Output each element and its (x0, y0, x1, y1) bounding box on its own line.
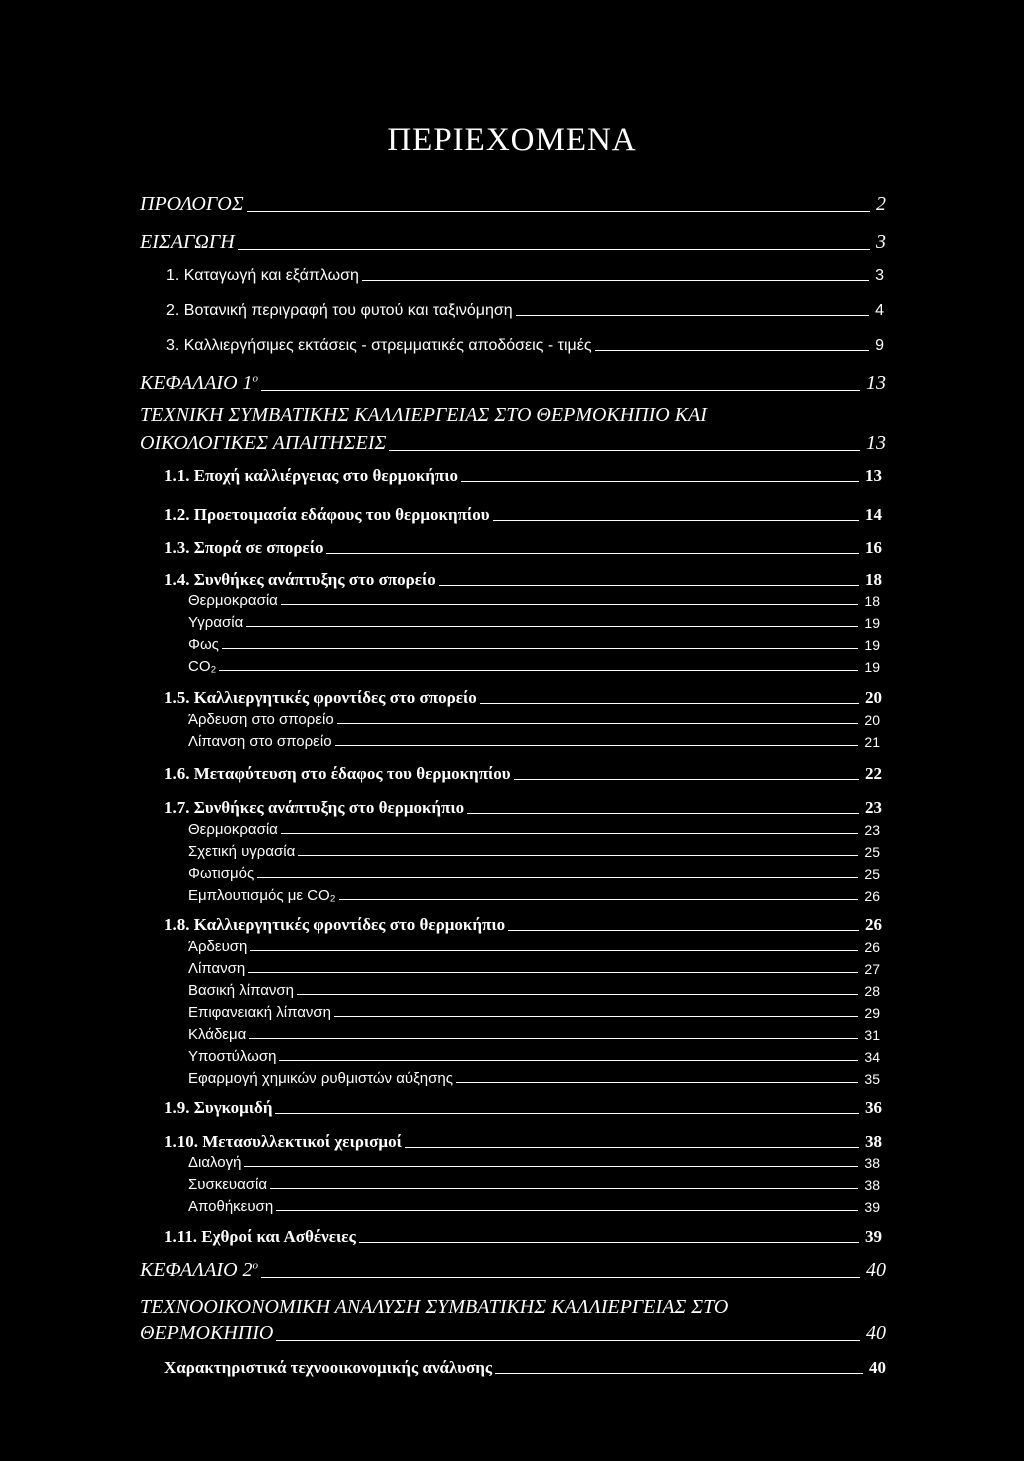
leader-line (595, 350, 870, 351)
leader-line (405, 1147, 859, 1148)
toc-label: Υγρασία (188, 614, 244, 631)
toc-entry-sub-relative-humidity (188, 843, 880, 860)
toc-label: Άρδευση στο σπορείο (188, 711, 334, 728)
toc-page: 40 (869, 1358, 886, 1377)
toc-page: 22 (865, 764, 882, 783)
leader-line (439, 585, 859, 586)
toc-label: Συσκευασία (188, 1176, 268, 1193)
leader-line (257, 877, 858, 878)
toc-entry-prologue (140, 193, 886, 216)
toc-entry-sub-lighting (188, 865, 880, 882)
toc-page: 3 (876, 231, 886, 253)
leader-line (516, 315, 869, 316)
leader-line (337, 723, 859, 724)
toc-entry-chapter-1 (140, 372, 886, 395)
toc-entry-chapter-1-heading (140, 432, 886, 455)
toc-entry-section-1-5 (164, 688, 882, 708)
toc-label: Επιφανειακή λίπανση (188, 1004, 332, 1021)
leader-line (246, 626, 858, 627)
toc-page: 25 (864, 844, 880, 860)
toc-page: 38 (864, 1177, 880, 1193)
toc-page: 21 (864, 734, 880, 750)
leader-line (335, 745, 859, 746)
toc-entry-section-1-8 (164, 915, 882, 935)
toc-entry-techno-economic (164, 1358, 886, 1378)
toc-label: 1.7. Συνθήκες ανάπτυξης στο θερμοκήπιο (164, 798, 465, 817)
toc-label: Κλάδεμα (188, 1026, 247, 1043)
leader-line (261, 1277, 860, 1278)
toc-label: Λίπανση στο σπορείο (188, 733, 332, 750)
toc-page: 13 (865, 466, 882, 485)
toc-label (140, 1259, 258, 1282)
toc-label: 1.3. Σπορά σε σπορείο (164, 538, 324, 557)
leader-line (389, 450, 860, 451)
toc-entry-sub-sorting (188, 1154, 880, 1171)
toc-label: ΠΡΟΛΟΓΟΣ (140, 193, 244, 215)
toc-label: Διαλογή (188, 1154, 242, 1171)
toc-entry-sub-greenhouse-temperature (188, 821, 880, 838)
toc-page: 39 (865, 1227, 882, 1246)
toc-page: 16 (865, 538, 882, 557)
toc-page: 23 (865, 798, 882, 817)
toc-label: Εφαρμογή χημικών ρυθμιστών αύξησης (188, 1070, 453, 1087)
toc-page: 27 (864, 961, 880, 977)
toc-label: 1.11. Εχθροί και Ασθένειες (164, 1227, 356, 1246)
leader-line (508, 930, 859, 931)
toc-label: Σχετική υγρασία (188, 843, 296, 860)
toc-page: 26 (865, 915, 882, 934)
ordinal-suffix: ο (252, 372, 259, 385)
toc-page: 31 (864, 1027, 880, 1043)
leader-line (244, 1166, 858, 1167)
toc-page: 20 (865, 688, 882, 707)
toc-entry-intro-2 (166, 302, 884, 320)
toc-label: 1.9. Συγκομιδή (164, 1098, 273, 1117)
toc-label: Λίπανση (188, 960, 246, 977)
toc-page: 26 (864, 888, 880, 904)
toc-label: Χαρακτηριστικά τεχνοοικονομικής ανάλυσης (164, 1358, 493, 1377)
toc-page: 9 (875, 337, 884, 354)
toc-label: Φωτισμός (188, 865, 255, 882)
toc-entry-sub-co2-enrichment (188, 887, 880, 904)
toc-page: 39 (864, 1199, 880, 1215)
toc-entry-intro-1 (166, 267, 884, 285)
toc-page: 23 (864, 822, 880, 838)
toc-label: Άρδευση (188, 938, 248, 955)
leader-line (359, 1242, 859, 1243)
toc-page: 2 (876, 193, 886, 215)
toc-label: Φως (188, 636, 219, 653)
toc-entry-sub-staking (188, 1048, 880, 1065)
toc-label: CO₂ (188, 658, 217, 675)
toc-entry-sub-temperature (188, 592, 880, 609)
toc-entry-section-1-3 (164, 538, 882, 558)
leader-line (326, 553, 859, 554)
leader-line (334, 1016, 858, 1017)
page-title: ΠΕΡΙΕΧΟΜΕΝΑ (387, 122, 637, 158)
toc-label: 1.4. Συνθήκες ανάπτυξης στο σπορείο (164, 570, 436, 589)
toc-label: 1. Καταγωγή και εξάπλωση (166, 267, 359, 284)
toc-label: 1.8. Καλλιεργητικές φροντίδες στο θερμοκήπιο (164, 915, 506, 934)
toc-label: Αποθήκευση (188, 1198, 274, 1215)
toc-page: 13 (866, 432, 886, 454)
leader-line (276, 1340, 860, 1341)
toc-label: Εμπλουτισμός με CO₂ (188, 887, 336, 904)
chapter-label: ΚΕΦΑΛΑΙΟ 2 (140, 1259, 253, 1281)
toc-page: 18 (864, 593, 880, 609)
chapter-2-heading-line-1: ΤΕΧΝΟΟΙΚΟΝΟΜΙΚΗ ΑΝΑΛΥΣΗ ΣΥΜΒΑΤΙΚΗΣ ΚΑΛΛΙΕΡΓΕΙΑΣ ΣΤΟ (140, 1296, 729, 1318)
toc-page: 36 (865, 1098, 882, 1117)
toc-entry-chapter-2 (140, 1259, 886, 1282)
toc-entry-sub-basic-fertilization (188, 982, 880, 999)
toc-entry-sub-storage (188, 1198, 880, 1215)
leader-line (222, 648, 859, 649)
toc-page: 28 (864, 983, 880, 999)
toc-page: 20 (864, 712, 880, 728)
toc-entry-sub-irrigation (188, 938, 880, 955)
toc-entry-section-1-11 (164, 1227, 882, 1247)
toc-entry-sub-pruning (188, 1026, 880, 1043)
toc-page: 38 (865, 1132, 882, 1151)
toc-entry-chapter-2-heading (140, 1322, 886, 1345)
toc-entry-sub-nursery-fertilization (188, 733, 880, 750)
leader-line (298, 855, 858, 856)
toc-entry-section-1-2 (164, 505, 882, 525)
leader-line (456, 1082, 858, 1083)
toc-entry-sub-fertilization (188, 960, 880, 977)
toc-entry-sub-light (188, 636, 880, 653)
toc-label: 1.6. Μεταφύτευση στο έδαφος του θερμοκηπίου (164, 764, 511, 783)
toc-entry-sub-nursery-irrigation (188, 711, 880, 728)
leader-line (219, 670, 858, 671)
leader-line (261, 390, 860, 391)
leader-line (279, 1060, 858, 1061)
toc-page: 19 (864, 659, 880, 675)
leader-line (297, 994, 858, 995)
ordinal-suffix: ο (252, 1259, 259, 1272)
toc-entry-section-1-1 (164, 466, 882, 486)
leader-line (247, 211, 870, 212)
leader-line (281, 604, 859, 605)
chapter-1-heading-line-1: ΤΕΧΝΙΚΗ ΣΥΜΒΑΤΙΚΗΣ ΚΑΛΛΙΕΡΓΕΙΑΣ ΣΤΟ ΘΕΡΜΟΚΗΠΙΟ ΚΑΙ (140, 404, 707, 426)
toc-label: 3. Καλλιεργήσιμες εκτάσεις - στρεμματικές αποδόσεις - τιμές (166, 337, 592, 354)
leader-line (467, 813, 859, 814)
toc-entry-sub-humidity (188, 614, 880, 631)
toc-label: Θερμοκρασία (188, 592, 278, 609)
toc-page: 40 (866, 1322, 886, 1344)
leader-line (275, 1113, 859, 1114)
toc-label: 1.1. Εποχή καλλιέργειας στο θερμοκήπιο (164, 466, 458, 485)
toc-label: 1.5. Καλλιεργητικές φροντίδες στο σπορείο (164, 688, 477, 707)
toc-entry-section-1-4 (164, 570, 882, 590)
toc-label: ΟΙΚΟΛΟΓΙΚΕΣ ΑΠΑΙΤΗΣΕΙΣ (140, 432, 387, 454)
toc-page: 38 (864, 1155, 880, 1171)
toc-page: 4 (875, 302, 884, 319)
leader-line (495, 1373, 863, 1374)
leader-line (276, 1210, 858, 1211)
toc-page: 26 (864, 939, 880, 955)
toc-entry-sub-co2 (188, 658, 880, 675)
leader-line (493, 520, 859, 521)
leader-line (362, 280, 869, 281)
toc-page: 25 (864, 866, 880, 882)
toc-entry-section-1-9 (164, 1098, 882, 1118)
toc-page: 34 (864, 1049, 880, 1065)
leader-line (514, 779, 859, 780)
leader-line (249, 1038, 858, 1039)
toc-entry-section-1-10 (164, 1132, 882, 1152)
toc-label (140, 372, 258, 395)
chapter-label: ΚΕΦΑΛΑΙΟ 1 (140, 372, 253, 394)
toc-label: 1.10. Μετασυλλεκτικοί χειρισμοί (164, 1132, 402, 1151)
toc-page: 19 (864, 637, 880, 653)
toc-label: Βασική λίπανση (188, 982, 295, 999)
toc-label: Υποστύλωση (188, 1048, 277, 1065)
toc-page: 13 (866, 372, 886, 394)
toc-label: Θερμοκρασία (188, 821, 278, 838)
leader-line (461, 481, 859, 482)
toc-page: 40 (866, 1259, 886, 1281)
toc-label: ΘΕΡΜΟΚΗΠΙΟ (140, 1322, 274, 1344)
toc-entry-introduction (140, 231, 886, 254)
toc-entry-section-1-6 (164, 764, 882, 784)
toc-entry-section-1-7 (164, 798, 882, 818)
toc-page: 19 (864, 615, 880, 631)
toc-label: 1.2. Προετοιμασία εδάφους του θερμοκηπίου (164, 505, 490, 524)
leader-line (281, 833, 859, 834)
toc-page: 14 (865, 505, 882, 524)
toc-label: ΕΙΣΑΓΩΓΗ (140, 231, 235, 253)
toc-page: 35 (864, 1071, 880, 1087)
toc-entry-sub-surface-fertilization (188, 1004, 880, 1021)
leader-line (270, 1188, 858, 1189)
toc-page: 18 (865, 570, 882, 589)
toc-entry-intro-3 (166, 337, 884, 355)
leader-line (339, 899, 859, 900)
toc-page: 3 (875, 267, 884, 284)
leader-line (248, 972, 858, 973)
leader-line (480, 703, 859, 704)
toc-page: 29 (864, 1005, 880, 1021)
toc-label: 2. Βοτανική περιγραφή του φυτού και ταξινόμηση (166, 302, 513, 319)
leader-line (238, 249, 870, 250)
toc-entry-sub-packaging (188, 1176, 880, 1193)
leader-line (250, 950, 858, 951)
toc-entry-sub-growth-regulators (188, 1070, 880, 1087)
